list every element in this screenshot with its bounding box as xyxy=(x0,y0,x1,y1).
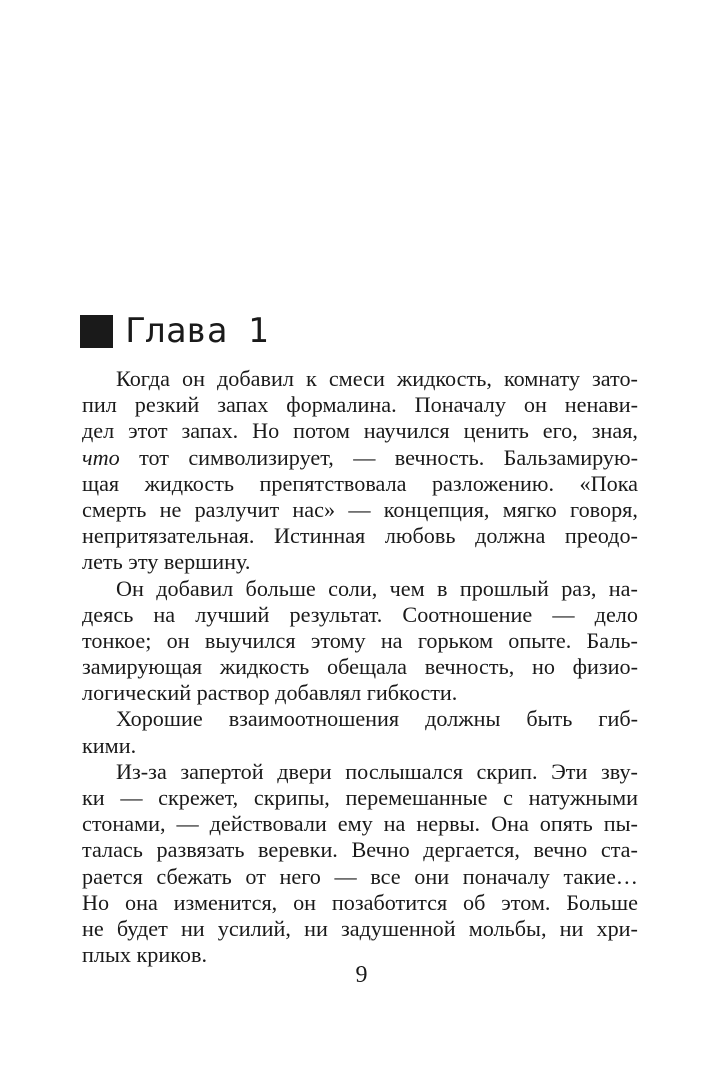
body-text xyxy=(82,366,638,968)
word: Поначалу xyxy=(414,392,506,418)
word: ки xyxy=(82,785,105,810)
word: ценить xyxy=(463,418,529,444)
text-line xyxy=(82,445,638,471)
word: его, xyxy=(542,418,578,444)
text-line xyxy=(82,392,638,418)
word: резкий xyxy=(134,392,200,418)
word: должны xyxy=(425,706,501,732)
word: этот xyxy=(128,418,168,444)
page-number: 9 xyxy=(355,962,368,988)
word: добавил xyxy=(216,366,294,391)
word: нас» xyxy=(292,496,336,522)
word: от xyxy=(245,863,266,889)
word: натужными xyxy=(528,785,638,810)
word: опыте. xyxy=(508,627,572,653)
text-line xyxy=(82,680,638,706)
chapter-heading xyxy=(80,307,268,355)
text-line xyxy=(82,837,638,863)
word: задушенной xyxy=(340,915,456,941)
word: запах. xyxy=(181,418,239,444)
word: Хорошие xyxy=(116,706,203,732)
word: веревки. xyxy=(258,837,338,863)
word: него xyxy=(279,863,321,889)
word: чем xyxy=(389,575,425,601)
text-line xyxy=(82,366,638,392)
text-line xyxy=(82,733,638,759)
text-line xyxy=(82,549,638,575)
word: Но xyxy=(82,889,110,915)
word: мягко xyxy=(502,496,557,522)
word: соли, xyxy=(328,575,378,601)
word: гибкости. xyxy=(366,680,458,706)
word: на xyxy=(380,627,403,653)
word: она xyxy=(124,889,158,915)
word: гиб- xyxy=(598,706,638,732)
word: ни xyxy=(180,915,205,941)
word: больше xyxy=(245,575,316,601)
word: двери xyxy=(277,758,332,784)
word: непритязательная. xyxy=(82,523,255,549)
text-line xyxy=(82,811,638,837)
word: нервы. xyxy=(416,811,481,837)
word: Она xyxy=(491,811,529,837)
word: — xyxy=(353,444,376,470)
text-line xyxy=(82,418,638,444)
word: разлучит xyxy=(194,496,280,522)
word: опять xyxy=(539,811,593,837)
text-line xyxy=(82,602,638,628)
word: потом xyxy=(293,418,350,444)
word: взаимоотношения xyxy=(228,706,400,732)
word: быть xyxy=(526,706,573,732)
word: позаботится xyxy=(331,889,448,915)
word: вечно xyxy=(533,837,588,863)
text-line xyxy=(82,471,638,497)
text-line xyxy=(82,706,638,732)
word: изменится, xyxy=(173,889,278,915)
word: добавил xyxy=(156,575,234,601)
text-line xyxy=(82,576,638,602)
word: Когда xyxy=(116,366,170,391)
word: физио- xyxy=(572,654,638,680)
word: стонами, xyxy=(82,811,166,837)
text-line xyxy=(82,654,638,680)
word: — xyxy=(176,811,199,837)
word: должна xyxy=(475,523,546,549)
word: — xyxy=(120,785,143,810)
word: запах xyxy=(217,392,269,418)
word: этом. xyxy=(501,889,551,915)
word: раствор xyxy=(196,680,276,706)
word: ненави- xyxy=(564,392,638,418)
word: все xyxy=(370,863,401,889)
word: усилий, xyxy=(217,915,291,941)
word: послышался xyxy=(345,758,463,784)
word: научился xyxy=(363,418,450,444)
word: эту xyxy=(128,549,164,575)
word: он xyxy=(293,889,317,915)
chapter-title: Глава 1 xyxy=(125,311,269,351)
word: вечность, xyxy=(424,654,515,680)
word: зато- xyxy=(592,366,638,391)
word: щая xyxy=(82,470,120,496)
word: такие… xyxy=(563,863,638,889)
word: рается xyxy=(82,863,143,889)
word: дело xyxy=(594,601,638,627)
word: к xyxy=(305,366,317,391)
word: этому xyxy=(310,627,366,653)
word: зву- xyxy=(600,758,638,784)
word: ему xyxy=(337,811,373,837)
word: дел xyxy=(82,418,115,444)
word: на- xyxy=(608,575,638,601)
text-line xyxy=(82,523,638,549)
word: жидкость, xyxy=(396,366,492,391)
word: Соотношение xyxy=(402,601,533,627)
word: ста- xyxy=(600,837,638,863)
word: выучился xyxy=(204,627,296,653)
text-line xyxy=(82,864,638,890)
word: смеси xyxy=(328,366,385,391)
word: тот xyxy=(139,444,169,470)
word: талась xyxy=(82,837,143,863)
word: Больше xyxy=(566,889,638,915)
word: что xyxy=(82,444,120,470)
word: — xyxy=(334,863,357,889)
word: но xyxy=(531,654,555,680)
word: он xyxy=(181,366,205,391)
word: Эти xyxy=(551,758,588,784)
word: леть xyxy=(82,549,129,575)
word: пил xyxy=(82,392,117,418)
word: — xyxy=(552,601,575,627)
word: жидкость xyxy=(219,654,310,680)
word: в xyxy=(437,575,448,601)
word: об xyxy=(463,889,486,915)
word: скрежет, xyxy=(158,785,239,810)
word: замирующая xyxy=(82,654,203,680)
word: Он xyxy=(116,575,144,601)
word: перемешанные xyxy=(345,785,488,810)
word: плых xyxy=(82,942,137,968)
word: кими. xyxy=(82,732,137,758)
text-line xyxy=(82,916,638,942)
text-line xyxy=(82,759,638,785)
word: любовь xyxy=(384,523,456,549)
text-line xyxy=(82,628,638,654)
word: символизирует, xyxy=(188,444,334,470)
word: обещала xyxy=(327,654,408,680)
word: разложению. xyxy=(431,470,555,496)
word: запертой xyxy=(180,758,264,784)
word: зная, xyxy=(591,418,638,444)
word: добавлял xyxy=(275,680,367,706)
word: с xyxy=(503,785,513,810)
word: развязать xyxy=(156,837,245,863)
word: не xyxy=(159,496,182,522)
text-line xyxy=(82,497,638,523)
word: Бальзамирую- xyxy=(503,444,638,470)
word: формалина. xyxy=(286,392,397,418)
word: лучший xyxy=(195,601,270,627)
word: пы- xyxy=(603,811,638,837)
word: преодо- xyxy=(564,523,638,549)
word: действовали xyxy=(209,811,327,837)
word: вершину. xyxy=(163,549,251,575)
word: он xyxy=(166,627,190,653)
word: мольбы, xyxy=(468,915,547,941)
word: скрипы, xyxy=(253,785,330,810)
word: смерть xyxy=(82,496,147,522)
word: поначалу xyxy=(462,863,550,889)
word: они xyxy=(414,863,450,889)
word: вечность. xyxy=(394,444,485,470)
word: — xyxy=(348,496,371,522)
word: дергается, xyxy=(423,837,520,863)
text-line xyxy=(82,785,638,811)
word: Вечно xyxy=(351,837,410,863)
word: будет xyxy=(116,915,168,941)
word: криков. xyxy=(136,942,208,968)
word: прошлый xyxy=(459,575,549,601)
word: жидкость xyxy=(144,470,235,496)
word: концепция, xyxy=(383,496,490,522)
word: логический xyxy=(82,680,197,706)
word: ни xyxy=(559,915,584,941)
black-square-icon xyxy=(80,315,113,348)
word: препятствовала xyxy=(259,470,407,496)
word: на xyxy=(383,811,406,837)
word: деясь xyxy=(82,601,134,627)
text-line xyxy=(82,890,638,916)
word: не xyxy=(82,915,104,941)
word: на xyxy=(153,601,176,627)
word: хри- xyxy=(596,915,638,941)
word: ни xyxy=(304,915,328,941)
word: Но xyxy=(252,418,280,444)
word: скрип. xyxy=(476,758,538,784)
word: тонкое; xyxy=(82,627,152,653)
word: говоря, xyxy=(570,496,638,522)
word: сбежать xyxy=(156,863,232,889)
word: Истинная xyxy=(274,523,366,549)
word: он xyxy=(523,392,547,418)
word: Баль- xyxy=(586,627,638,653)
word: «Пока xyxy=(579,470,638,496)
word: Из-за xyxy=(116,758,167,784)
word: комнату xyxy=(503,366,580,391)
word: результат. xyxy=(289,601,383,627)
word: раз, xyxy=(561,575,597,601)
word: горьком xyxy=(417,627,494,653)
